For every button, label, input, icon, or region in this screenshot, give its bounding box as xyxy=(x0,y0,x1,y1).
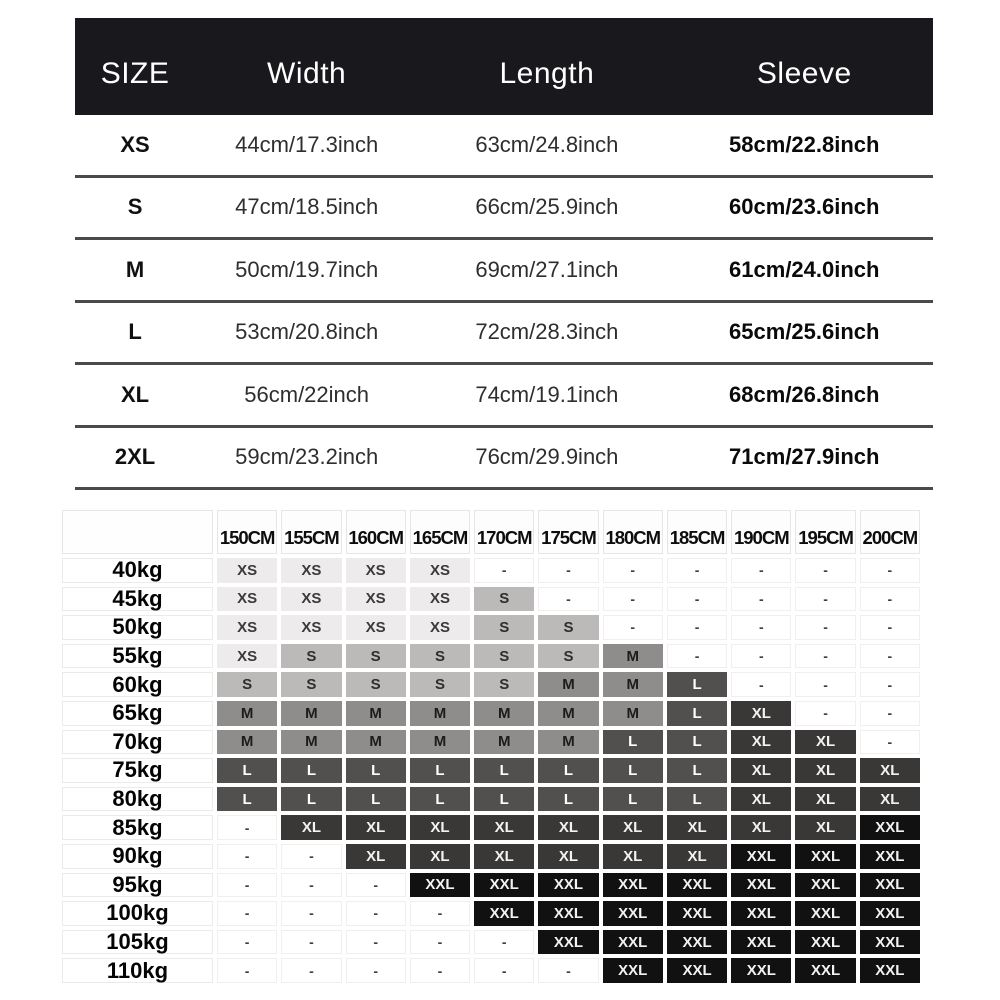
matrix-size-cell: M xyxy=(408,728,472,757)
spec-table-row xyxy=(75,365,933,428)
matrix-size-cell: XXL xyxy=(665,928,729,957)
spec-width-value: 59cm/23.2inch xyxy=(235,444,379,470)
matrix-size-cell: XL xyxy=(536,842,600,871)
spec-size-value: S xyxy=(127,194,143,220)
spec-sleeve-value: 58cm/22.8inch xyxy=(729,131,880,157)
matrix-size-cell: - xyxy=(601,613,665,642)
spec-sleeve-value: 61cm/24.0inch xyxy=(729,256,880,282)
spec-width-value: 44cm/17.3inch xyxy=(235,131,379,157)
matrix-size-cell: L xyxy=(601,728,665,757)
height-header-cell: 160CM xyxy=(344,508,408,556)
matrix-size-cell: XXL xyxy=(665,871,729,900)
matrix-size-cell: XS xyxy=(408,585,472,614)
matrix-size-cell: XS xyxy=(408,613,472,642)
matrix-size-cell: XL xyxy=(793,813,857,842)
matrix-size-cell: M xyxy=(536,728,600,757)
matrix-size-cell: XS xyxy=(344,556,408,585)
matrix-size-cell: - xyxy=(344,871,408,900)
height-header-cell: 190CM xyxy=(729,508,793,556)
spec-table-body xyxy=(75,115,933,490)
matrix-size-cell: XL xyxy=(601,813,665,842)
matrix-size-cell: L xyxy=(408,785,472,814)
matrix-size-cell: XXL xyxy=(665,899,729,928)
spec-width-value: 50cm/19.7inch xyxy=(235,256,379,282)
matrix-size-cell: XXL xyxy=(601,899,665,928)
matrix-size-cell: - xyxy=(729,642,793,671)
height-header-cell: 200CM xyxy=(858,508,922,556)
matrix-size-cell: XL xyxy=(793,728,857,757)
matrix-size-cell: XXL xyxy=(858,899,922,928)
matrix-size-cell: XXL xyxy=(601,928,665,957)
height-header-cell: 170CM xyxy=(472,508,536,556)
matrix-size-cell: XXL xyxy=(472,899,536,928)
matrix-size-cell: XL xyxy=(858,756,922,785)
matrix-size-cell: - xyxy=(215,928,279,957)
matrix-size-cell: - xyxy=(279,956,343,985)
matrix-size-cell: - xyxy=(729,613,793,642)
matrix-size-cell: XXL xyxy=(793,871,857,900)
matrix-size-cell: XL xyxy=(793,756,857,785)
matrix-size-cell: XXL xyxy=(408,871,472,900)
spec-sleeve-value: 65cm/25.6inch xyxy=(729,319,880,345)
matrix-size-cell: XL xyxy=(344,842,408,871)
spec-size-value: XS xyxy=(120,131,150,157)
matrix-size-cell: - xyxy=(858,556,922,585)
weight-label-cell: 105kg xyxy=(60,928,215,957)
spec-sleeve-value: 60cm/23.6inch xyxy=(729,194,880,220)
matrix-size-cell: - xyxy=(279,871,343,900)
height-header-cell: 195CM xyxy=(793,508,857,556)
matrix-size-cell: XL xyxy=(408,842,472,871)
spec-table-header xyxy=(75,18,933,115)
matrix-size-cell: XL xyxy=(793,785,857,814)
matrix-size-cell: XS xyxy=(344,613,408,642)
matrix-size-cell: XS xyxy=(215,613,279,642)
matrix-size-cell: M xyxy=(344,728,408,757)
matrix-size-cell: XS xyxy=(215,642,279,671)
matrix-size-cell: L xyxy=(536,756,600,785)
weight-label-cell: 45kg xyxy=(60,585,215,614)
matrix-size-cell: - xyxy=(858,670,922,699)
height-weight-size-matrix xyxy=(60,508,922,985)
matrix-size-cell: XXL xyxy=(858,842,922,871)
matrix-size-cell: XL xyxy=(729,728,793,757)
matrix-size-cell: XL xyxy=(665,842,729,871)
matrix-size-cell: XXL xyxy=(536,899,600,928)
matrix-size-cell: M xyxy=(344,699,408,728)
matrix-size-cell: L xyxy=(665,728,729,757)
matrix-size-cell: - xyxy=(408,928,472,957)
matrix-size-cell: XL xyxy=(729,756,793,785)
matrix-size-cell: L xyxy=(665,785,729,814)
spec-table-row xyxy=(75,303,933,366)
matrix-size-cell: XL xyxy=(279,813,343,842)
spec-table-row xyxy=(75,240,933,303)
matrix-size-cell: XXL xyxy=(729,956,793,985)
height-header-cell: 185CM xyxy=(665,508,729,556)
matrix-size-cell: - xyxy=(536,585,600,614)
weight-label-cell: 60kg xyxy=(60,670,215,699)
matrix-size-cell: S xyxy=(472,670,536,699)
matrix-size-cell: L xyxy=(665,670,729,699)
matrix-size-cell: XS xyxy=(215,556,279,585)
spec-width-value: 56cm/22inch xyxy=(244,381,370,407)
matrix-size-cell: L xyxy=(408,756,472,785)
matrix-size-cell: XXL xyxy=(793,899,857,928)
matrix-size-cell: S xyxy=(408,642,472,671)
matrix-size-cell: M xyxy=(601,699,665,728)
matrix-size-cell: XL xyxy=(472,842,536,871)
matrix-size-cell: XL xyxy=(729,699,793,728)
matrix-size-cell: - xyxy=(858,613,922,642)
matrix-size-cell: S xyxy=(344,670,408,699)
matrix-size-cell: XXL xyxy=(729,842,793,871)
spec-length-value: 72cm/28.3inch xyxy=(475,319,619,345)
matrix-size-cell: - xyxy=(215,842,279,871)
matrix-size-cell: XS xyxy=(279,613,343,642)
matrix-size-cell: M xyxy=(215,699,279,728)
matrix-size-cell: - xyxy=(729,670,793,699)
matrix-size-cell: XL xyxy=(408,813,472,842)
matrix-size-cell: - xyxy=(215,871,279,900)
matrix-size-cell: L xyxy=(215,756,279,785)
matrix-size-cell: XS xyxy=(279,585,343,614)
spec-size-value: XL xyxy=(120,381,150,407)
matrix-size-cell: XXL xyxy=(729,928,793,957)
matrix-size-cell: S xyxy=(279,670,343,699)
matrix-size-cell: XL xyxy=(601,842,665,871)
matrix-size-cell: XXL xyxy=(793,842,857,871)
spec-length-value: 69cm/27.1inch xyxy=(475,256,619,282)
matrix-size-cell: XXL xyxy=(601,956,665,985)
weight-label-cell: 70kg xyxy=(60,728,215,757)
matrix-size-cell: L xyxy=(665,756,729,785)
matrix-size-cell: M xyxy=(536,699,600,728)
matrix-size-cell: XL xyxy=(344,813,408,842)
spec-length-value: 63cm/24.8inch xyxy=(475,131,619,157)
matrix-size-cell: - xyxy=(408,956,472,985)
matrix-size-cell: - xyxy=(793,556,857,585)
spec-table-row xyxy=(75,115,933,178)
matrix-size-cell: - xyxy=(729,585,793,614)
matrix-size-cell: L xyxy=(601,756,665,785)
matrix-size-cell: S xyxy=(215,670,279,699)
matrix-size-cell: - xyxy=(858,585,922,614)
matrix-size-cell: XXL xyxy=(793,956,857,985)
matrix-size-cell: XL xyxy=(665,813,729,842)
matrix-size-cell: - xyxy=(665,613,729,642)
matrix-size-cell: S xyxy=(279,642,343,671)
matrix-size-cell: - xyxy=(344,899,408,928)
spec-col-width: Width xyxy=(267,56,347,90)
matrix-size-cell: XS xyxy=(408,556,472,585)
matrix-size-cell: - xyxy=(601,556,665,585)
matrix-size-cell: XXL xyxy=(793,928,857,957)
matrix-size-cell: - xyxy=(793,585,857,614)
spec-col-length: Length xyxy=(499,56,595,90)
matrix-size-cell: - xyxy=(215,899,279,928)
matrix-size-cell: - xyxy=(279,842,343,871)
matrix-size-cell: S xyxy=(472,613,536,642)
matrix-size-cell: XXL xyxy=(729,871,793,900)
matrix-size-cell: - xyxy=(215,956,279,985)
matrix-corner-cell xyxy=(60,508,215,556)
matrix-size-cell: S xyxy=(472,642,536,671)
spec-size-value: L xyxy=(128,319,142,345)
matrix-size-cell: M xyxy=(472,699,536,728)
matrix-size-cell: S xyxy=(536,642,600,671)
weight-label-cell: 110kg xyxy=(60,956,215,985)
matrix-size-cell: XXL xyxy=(858,928,922,957)
matrix-size-cell: - xyxy=(665,642,729,671)
matrix-size-cell: - xyxy=(472,928,536,957)
matrix-size-cell: XL xyxy=(536,813,600,842)
matrix-size-cell: XL xyxy=(729,785,793,814)
matrix-size-cell: XL xyxy=(729,813,793,842)
weight-label-cell: 90kg xyxy=(60,842,215,871)
weight-label-cell: 85kg xyxy=(60,813,215,842)
size-matrix-grid xyxy=(60,508,922,985)
matrix-size-cell: L xyxy=(344,756,408,785)
matrix-size-cell: L xyxy=(279,756,343,785)
matrix-size-cell: XXL xyxy=(536,928,600,957)
spec-size-value: M xyxy=(125,256,145,282)
spec-length-value: 76cm/29.9inch xyxy=(475,444,619,470)
matrix-size-cell: M xyxy=(601,670,665,699)
height-header-cell: 150CM xyxy=(215,508,279,556)
matrix-size-cell: - xyxy=(215,813,279,842)
matrix-size-cell: - xyxy=(408,899,472,928)
matrix-size-cell: XS xyxy=(279,556,343,585)
matrix-size-cell: L xyxy=(472,785,536,814)
weight-label-cell: 65kg xyxy=(60,699,215,728)
height-header-cell: 180CM xyxy=(601,508,665,556)
height-header-cell: 155CM xyxy=(279,508,343,556)
spec-sleeve-value: 68cm/26.8inch xyxy=(729,381,880,407)
matrix-size-cell: XXL xyxy=(858,956,922,985)
matrix-size-cell: XXL xyxy=(858,813,922,842)
weight-label-cell: 40kg xyxy=(60,556,215,585)
matrix-size-cell: - xyxy=(472,956,536,985)
matrix-size-cell: - xyxy=(793,613,857,642)
matrix-size-cell: XXL xyxy=(601,871,665,900)
matrix-size-cell: L xyxy=(344,785,408,814)
garment-spec-table xyxy=(75,18,933,490)
matrix-size-cell: S xyxy=(408,670,472,699)
matrix-size-cell: - xyxy=(344,928,408,957)
spec-table-row xyxy=(75,428,933,491)
spec-size-value: 2XL xyxy=(114,444,156,470)
matrix-size-cell: M xyxy=(472,728,536,757)
matrix-size-cell: L xyxy=(215,785,279,814)
matrix-size-cell: - xyxy=(858,728,922,757)
matrix-size-cell: M xyxy=(215,728,279,757)
matrix-size-cell: M xyxy=(536,670,600,699)
weight-label-cell: 95kg xyxy=(60,871,215,900)
matrix-size-cell: XXL xyxy=(472,871,536,900)
matrix-size-cell: M xyxy=(601,642,665,671)
matrix-size-cell: L xyxy=(536,785,600,814)
matrix-size-cell: - xyxy=(793,699,857,728)
matrix-size-cell: XXL xyxy=(536,871,600,900)
matrix-size-cell: - xyxy=(472,556,536,585)
matrix-size-cell: - xyxy=(858,642,922,671)
matrix-size-cell: XL xyxy=(858,785,922,814)
matrix-size-cell: - xyxy=(858,699,922,728)
matrix-size-cell: L xyxy=(279,785,343,814)
weight-label-cell: 75kg xyxy=(60,756,215,785)
matrix-size-cell: - xyxy=(793,642,857,671)
matrix-size-cell: XXL xyxy=(665,956,729,985)
matrix-size-cell: S xyxy=(536,613,600,642)
matrix-size-cell: S xyxy=(344,642,408,671)
matrix-size-cell: XXL xyxy=(858,871,922,900)
matrix-size-cell: - xyxy=(793,670,857,699)
matrix-size-cell: L xyxy=(601,785,665,814)
matrix-size-cell: XL xyxy=(472,813,536,842)
weight-label-cell: 55kg xyxy=(60,642,215,671)
matrix-size-cell: M xyxy=(279,728,343,757)
matrix-size-cell: - xyxy=(729,556,793,585)
matrix-size-cell: - xyxy=(536,556,600,585)
spec-length-value: 74cm/19.1inch xyxy=(475,381,619,407)
spec-table-row xyxy=(75,178,933,241)
matrix-size-cell: M xyxy=(279,699,343,728)
spec-col-size: SIZE xyxy=(100,56,170,90)
matrix-size-cell: - xyxy=(665,585,729,614)
matrix-size-cell: M xyxy=(408,699,472,728)
weight-label-cell: 100kg xyxy=(60,899,215,928)
matrix-size-cell: - xyxy=(344,956,408,985)
spec-sleeve-value: 71cm/27.9inch xyxy=(729,444,880,470)
matrix-size-cell: L xyxy=(665,699,729,728)
matrix-size-cell: - xyxy=(665,556,729,585)
matrix-size-cell: XXL xyxy=(729,899,793,928)
matrix-size-cell: L xyxy=(472,756,536,785)
height-header-cell: 175CM xyxy=(536,508,600,556)
matrix-size-cell: - xyxy=(279,928,343,957)
height-header-cell: 165CM xyxy=(408,508,472,556)
spec-width-value: 47cm/18.5inch xyxy=(235,194,379,220)
matrix-size-cell: - xyxy=(279,899,343,928)
weight-label-cell: 50kg xyxy=(60,613,215,642)
matrix-size-cell: S xyxy=(472,585,536,614)
spec-length-value: 66cm/25.9inch xyxy=(475,194,619,220)
spec-width-value: 53cm/20.8inch xyxy=(235,319,379,345)
weight-label-cell: 80kg xyxy=(60,785,215,814)
matrix-size-cell: - xyxy=(536,956,600,985)
matrix-size-cell: XS xyxy=(215,585,279,614)
spec-col-sleeve: Sleeve xyxy=(756,56,852,90)
matrix-size-cell: XS xyxy=(344,585,408,614)
matrix-size-cell: - xyxy=(601,585,665,614)
